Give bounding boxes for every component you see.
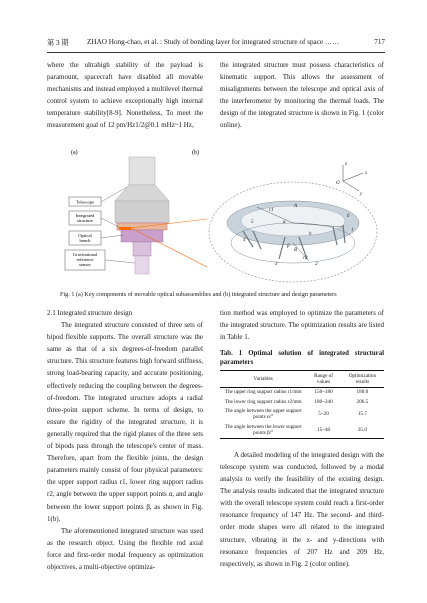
panel-a-label: (a) [71,150,78,156]
label-telescope: Telescope [75,199,95,205]
panel-b-illustration [131,165,377,282]
table-1 [220,370,384,439]
table-title: Tab. 1 Optimal solution of integrated structural parameters [220,350,384,367]
table-cell: The angle between the upper support points α/° [224,408,302,421]
label-grs: Gravitational reference sensor [72,252,98,267]
point-label: 5 [251,220,254,225]
axis-label: y [360,192,363,197]
table-cell: The upper ring support radius r1/mm [224,389,302,396]
table-header-row [220,371,384,388]
table-header-cell: Variables [253,375,273,382]
right-column-top-text [220,59,384,132]
axis-label: x [365,171,368,176]
point-label: 6 [347,214,350,219]
point-label: r1 [269,208,274,213]
point-label: β [287,244,290,249]
point-label: h [309,232,312,237]
table-cell: 150~180 [314,389,333,396]
table-row [220,407,384,423]
paragraph: tion method was employed to optimize the parameters of the integrated structure. The optimization results are listed in Table 1. [220,309,384,342]
page-number: 717 [374,38,385,46]
paragraph: The aforementioned integrated structure was used as the research object. Using the flexible rod axial force and first-order modal frequency as optimization objectives, a multi-objective optimiza- [47,526,203,571]
section-title: 2.1 Integrated structure design [47,309,133,317]
label-integrated-structure: Integrated structure [75,213,95,223]
paragraph: the integrated structure must possess characteristics of kinematic support. This allows the assessment of misalignments between the telescope and optical axis of the interferometer by monitoring the thermal loads. The design of the integrated structure is shown in Fig. 1 (color online). [220,61,384,130]
table-cell: The angle between the lower support points β/° [224,423,302,437]
label-optical-bench: Optical bench [78,233,92,243]
point-label: B [294,248,298,253]
table-cell: The lower ring support radius r2/mm [224,398,302,405]
paragraph: The integrated structure consisted of three sets of bipod flexible supports. The overall structure was the same as that of a six degrees-of-freedom parallel structure. This structure features high forward stiffness, strong load-bearing capacity, and accurate positioning, effectively reducing the coupling between the degrees-of-freedom. The integrated structure adopts a radial three-point support scheme. In terms of design, to ensure the rigidity of the integrated structure, it is generally required that the rigid planes of the three sets of bipods pass through the telescope's center of mass. Therefore, apart from the flexible joints, the design parameters mainly consist of four physical parameters: the upper support radius r1, lower ring support radius r2, angle between the upper support points α, and angle between the lower support points β, as shown in Fig. 1(b). [47,321,203,523]
table-cell: 180.0 [356,389,369,396]
table-row [220,422,384,438]
point-label: A [294,204,298,209]
table-header-cell: Optimization results [348,372,377,386]
table-cell: 206.5 [356,398,369,405]
header-rule [47,52,385,53]
paragraph: where the ultrahigh stability of the payload is paramount, spacecraft have disabled all movable mechanisms and instead employed a multilevel thermal control system to achieve exceptionally high internal temperature stability[8-9]. Nonetheless, To meet the measurement goal of 12 pm/Hz1/2@0.1 mHz~1 Hz, [47,61,203,130]
point-label: 1 [351,228,354,233]
left-column-top-text [47,59,203,132]
right-column-body [220,307,384,570]
point-label: 2 [315,262,318,267]
table-cell: 15.7 [357,411,367,418]
axis-label: z [345,162,347,167]
point-label: 4 [243,238,246,243]
running-header [47,38,385,50]
issue-label: 第 3 期 [47,39,69,47]
table-cell: 5~20 [318,411,329,418]
running-head: ZHAO Hong-chao, et al. : Study of bonding layer for integrated structure of space …… [87,38,340,46]
left-column-body [47,307,203,573]
figure-caption: Fig. 1 (a) Key components of movable optical subassemblies and (b) integrated structure and design parameters [60,291,337,298]
paragraph: A detailed modeling of the integrated design with the telescope system was conducted, followed by a modal analysis to verify the feasibility of the existing design. The analysis results indicated that the integrated structure with the overall telescope system could reach a first-order resonance frequency of 147 Hz. The second- and third-order mode shapes were all related to the integrated structure, vibrating in the x- and y-directions with resonance frequencies of 207 Hz and 209 Hz, respectively, as shown in Fig. 2 (color online). [220,450,384,568]
axis-label: O [336,181,340,186]
table-cell: 180~240 [314,398,333,405]
panel-b-label: (b) [192,150,199,156]
point-label: 3 [275,262,278,267]
table-cell: 35.0 [357,426,367,433]
point-label: α [283,220,286,225]
table-row [220,387,384,397]
table-header-cell: Range of values [314,372,333,386]
point-label: r2 [303,256,308,261]
table-cell: 15~40 [316,426,331,433]
table-row [220,397,384,406]
telescope-illustration [115,157,169,274]
figure-1 [47,147,384,287]
